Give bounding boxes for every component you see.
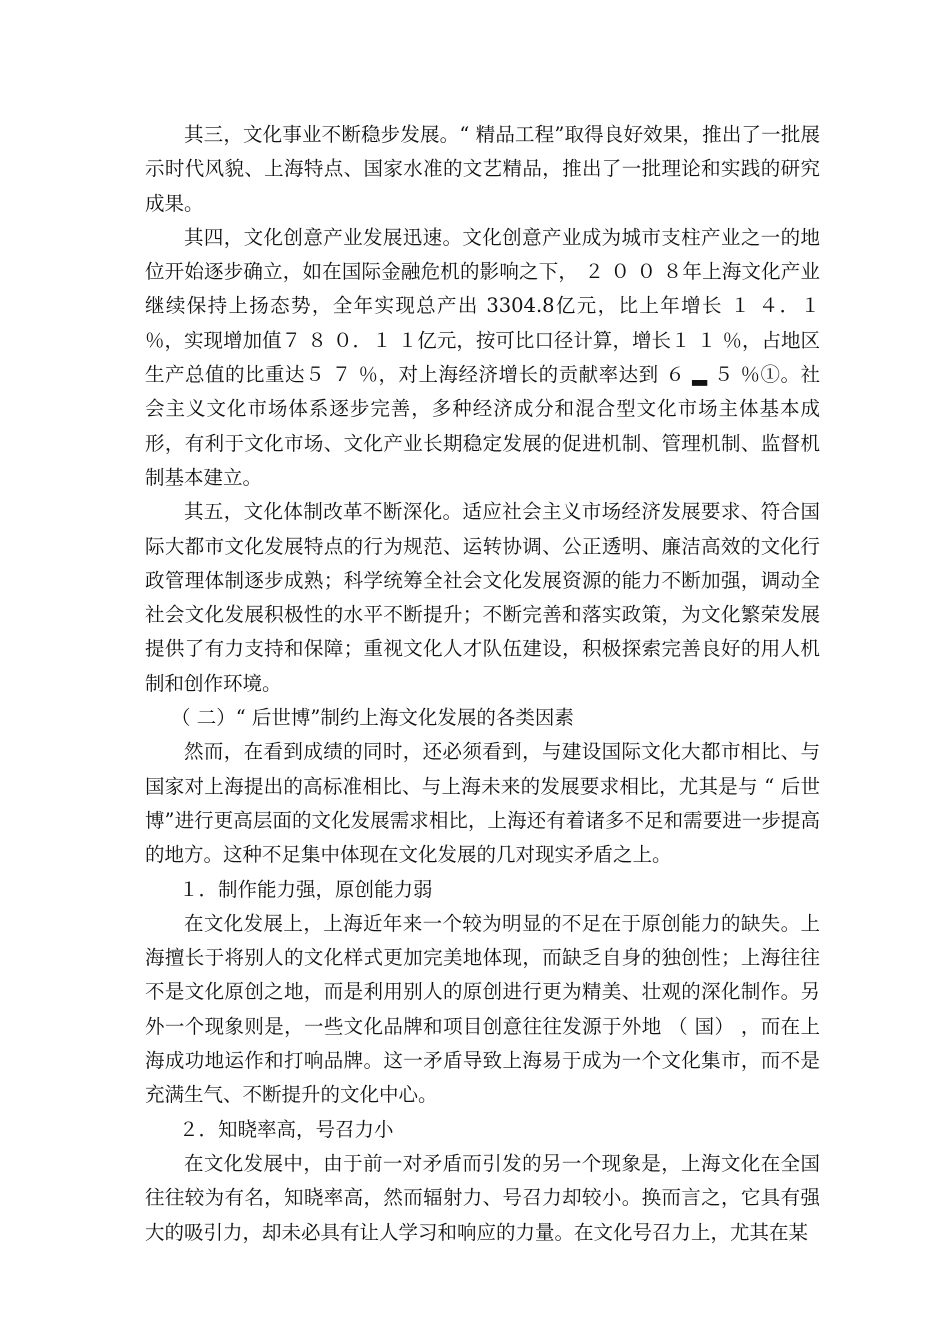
paragraph-system-reform: 其五，文化体制改革不断深化。适应社会主义市场经济发展要求、符合国际大都市文化发展特点的行为规范、运转协调、公正透明、廉洁高效的文化行政管理体制逐步成熟；科学统筹全社会文化发展资源的能力不断加强，调动全社会文化发展积极性的水平不断提升；不断完善和落实政策，为文化繁荣发展提供了有力支持和保障；重视文化人才队伍建设，积极探索完善良好的用人机制和创作环境。: [145, 500, 820, 695]
subsection-2-heading: ２．知晓率高，号召力小: [179, 1117, 394, 1141]
subsection-2-body: 在文化发展中，由于前一对矛盾而引发的另一个现象是，上海文化在全国往往较为有名，知晓率高，然而辐射力、号召力却较小。换而言之，它具有强大的吸引力，却未必具有让人学习和响应的力量。在文化号召力上，尤其在某: [145, 1151, 820, 1244]
document-page: [145, 118, 820, 1250]
subsection-1-body: 在文化发展上，上海近年来一个较为明显的不足在于原创能力的缺失。上海擅长于将别人的文化样式更加完美地体现，而缺乏自身的独创性；上海往往不是文化原创之地，而是利用别人的原创进行更为精美、壮观的深化制作。另外一个现象则是，一些文化品牌和项目创意往往发源于外地 （ 国） ，而在上海成功地运作和打响品牌。这一矛盾导致上海易于成为一个文化集市，而不是充满生气、不断提升的文化中心。: [145, 911, 820, 1107]
paragraph-culture-undertakings: 其三，文化事业不断稳步发展。“ 精品工程”取得良好效果，推出了一批展示时代风貌、上海特点、国家水准的文艺精品，推出了一批理论和实践的研究成果。: [145, 123, 820, 215]
section-heading: （ 二）“ 后世博”制约上海文化发展的各类因素: [171, 706, 574, 730]
paragraph-intro: 然而，在看到成绩的同时，还必须看到，与建设国际文化大都市相比、与国家对上海提出的高标准相比、与上海未来的发展要求相比，尤其是与 “ 后世博”进行更高层面的文化发展需求相比，上海还有着诸多不足和需要进一步提高的地方。这种不足集中体现在文化发展的几对现实矛盾之上。: [145, 740, 820, 867]
paragraph-creative-industry: 其四，文化创意产业发展迅速。文化创意产业成为城市支柱产业之一的地位开始逐步确立，如在国际金融危机的影响之下， ２ ０ ０ ８年上海文化产业继续保持上扬态势，全年实现总产出 3304.8亿元，比上年增长 １ ４．１ ％，实现增加值７ ８ ０．１ １亿元，按可比口径计算，增长１ １ ％，占地区生产总值的比重达５ ７ ％，对上海经济增长的贡献率达到 ６ ▂ ５ ％①。社会主义文化市场体系逐步完善，多种经济成分和混合型文化市场主体基本成形，有利于文化市场、文化产业长期稳定发展的促进机制、管理机制、监督机制基本建立。: [145, 225, 820, 489]
subsection-1-heading: １．制作能力强，原创能力弱: [179, 877, 433, 901]
